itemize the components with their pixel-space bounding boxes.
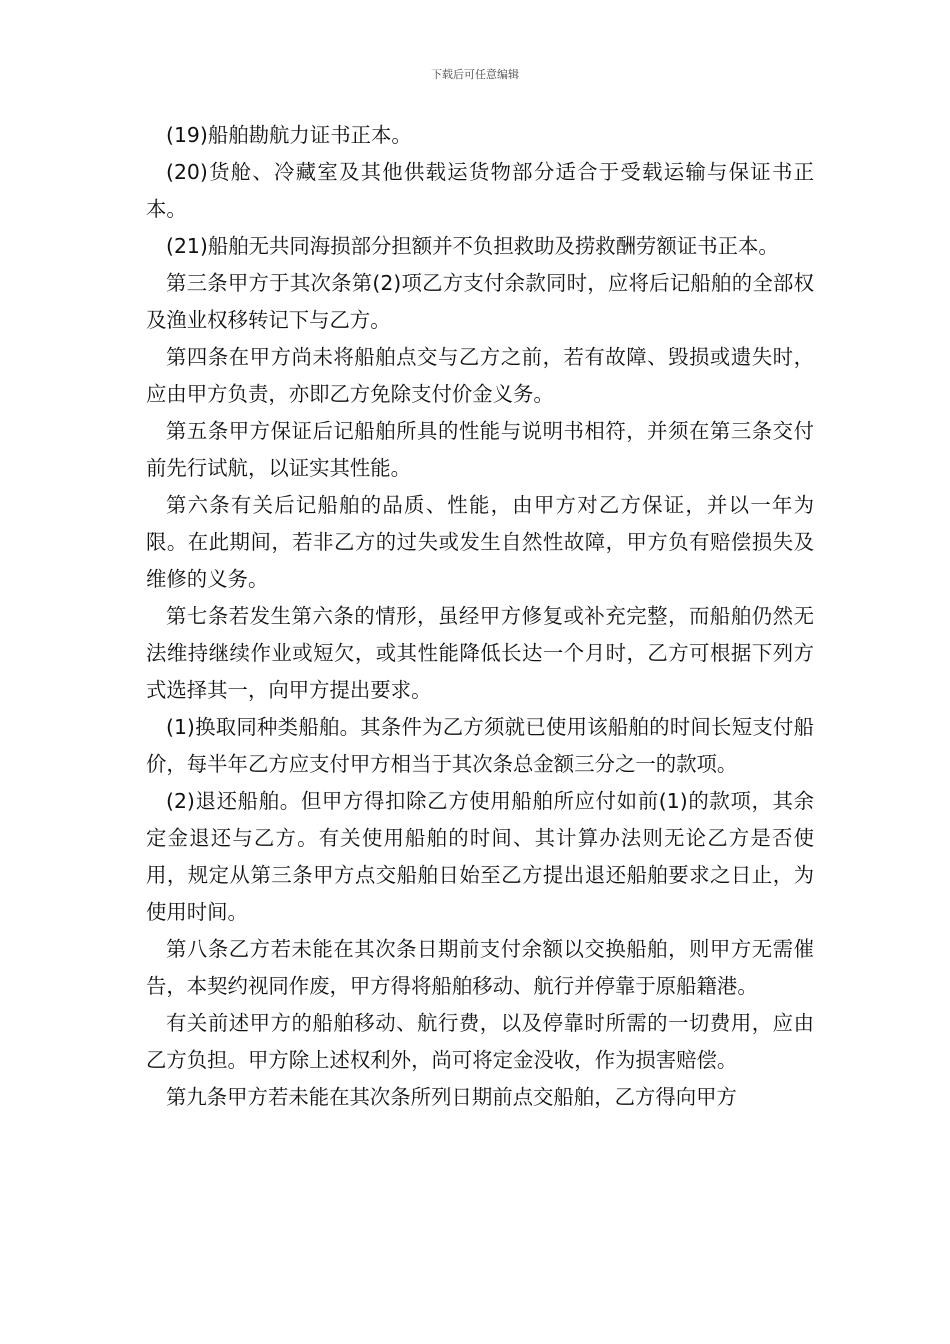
paragraph-article-6: 第六条有关后记船舶的品质、性能，由甲方对乙方保证，并以一年为限。在此期间，若非乙方的过失或发生自然性故障，甲方负有赔偿损失及维修的义务。 — [146, 493, 814, 591]
paragraph-item-20: (20)货舱、冷藏室及其他供载运货物部分适合于受载运输与保证书正本。 — [146, 160, 814, 221]
paragraph-item-19: (19)船舶勘航力证书正本。 — [166, 123, 412, 147]
paragraph-article-4: 第四条在甲方尚未将船舶点交与乙方之前，若有故障、毁损或遗失时，应由甲方负责，亦即乙方免除支付价金义务。 — [146, 345, 814, 406]
document-body — [146, 117, 814, 1116]
paragraph-option-1: (1)换取同种类船舶。其条件为乙方须就已使用该船舶的时间长短支付船价，每半年乙方应支付甲方相当于其次条总金额三分之一的款项。 — [146, 715, 814, 776]
paragraph-option-2: (2)退还船舶。但甲方得扣除乙方使用船舶所应付如前(1)的款项，其余定金退还与乙方。有关使用船舶的时间、其计算办法则无论乙方是否使用，规定从第三条甲方点交船舶日始至乙方提出退还船舶要求之日止，为使用时间。 — [146, 789, 814, 924]
paragraph-article-5: 第五条甲方保证后记船舶所具的性能与说明书相符，并须在第三条交付前先行试航，以证实其性能。 — [146, 419, 814, 480]
paragraph-item-21: (21)船舶无共同海损部分担额并不负担救助及捞救酬劳额证书正本。 — [166, 234, 779, 258]
page-header: 下载后可任意编辑 — [431, 68, 519, 81]
paragraph-article-3: 第三条甲方于其次条第(2)项乙方支付余款同时，应将后记船舶的全部权及渔业权移转记下与乙方。 — [146, 271, 814, 332]
paragraph-article-9: 第九条甲方若未能在其次条所列日期前点交船舶，乙方得向甲方 — [166, 1085, 737, 1109]
paragraph-article-7: 第七条若发生第六条的情形，虽经甲方修复或补充完整，而船舶仍然无法维持继续作业或短欠，或其性能降低长达一个月时，乙方可根据下列方式选择其一，向甲方提出要求。 — [146, 604, 814, 702]
paragraph-article-8-cont: 有关前述甲方的船舶移动、航行费，以及停靠时所需的一切费用，应由乙方负担。甲方除上述权利外，尚可将定金没收，作为损害赔偿。 — [146, 1011, 814, 1072]
paragraph-article-8: 第八条乙方若未能在其次条日期前支付余额以交换船舶，则甲方无需催告，本契约视同作废，甲方得将船舶移动、航行并停靠于原船籍港。 — [146, 937, 814, 998]
